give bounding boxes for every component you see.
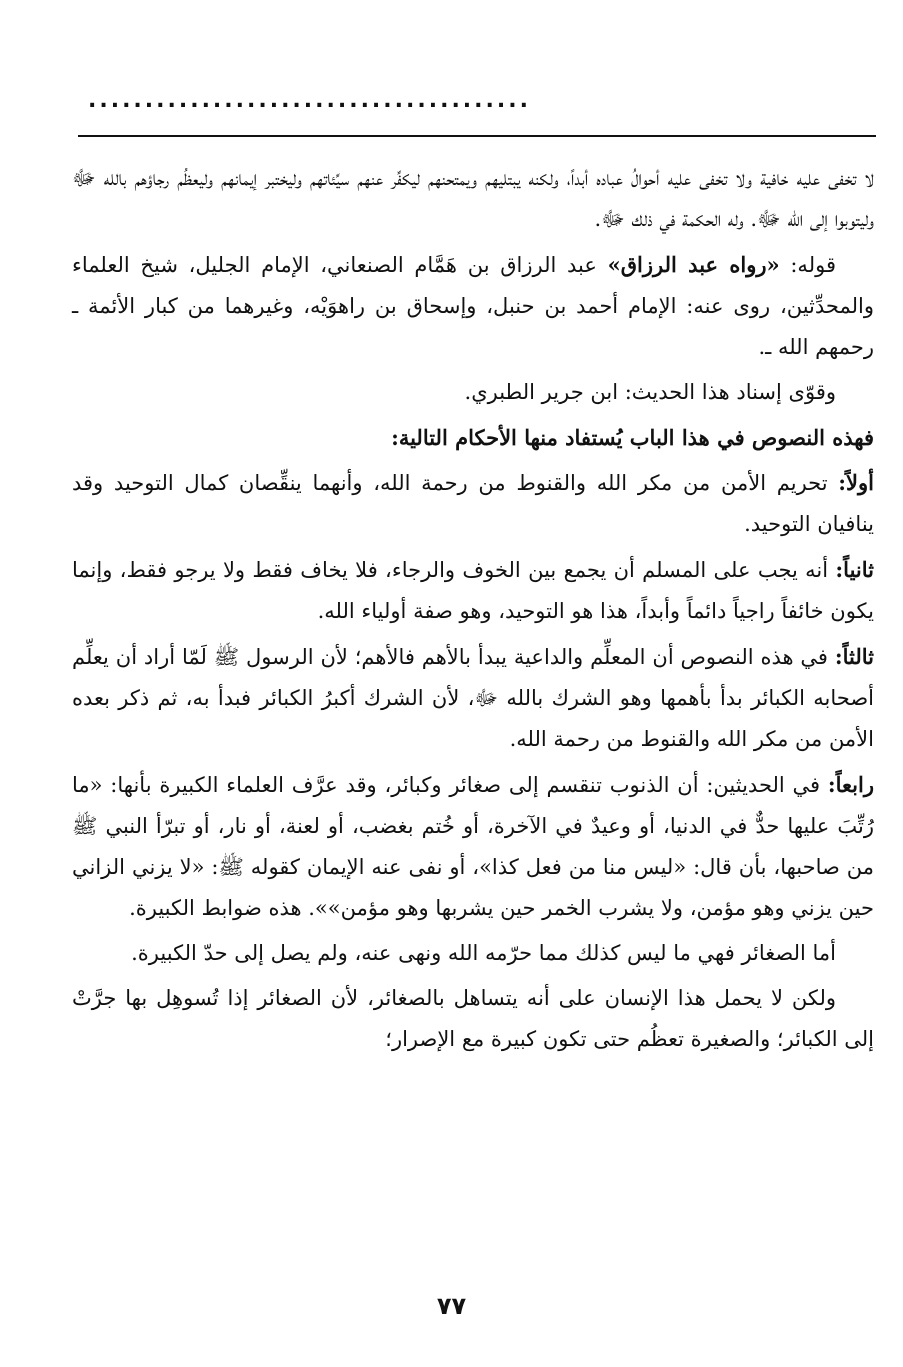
header-dotted-line: .......................................	[88, 88, 531, 113]
paragraph-2-text: عبد الرزاق بن هَمَّام الصنعاني، الإمام الجليل، شيخ العلماء والمحدِّثين، روى عنه: الإمام أحمد بن حنبل، وإسحاق بن راهوَيْه، وغيرهما من كبار الأئمة ـ رحمهم الله ـ.	[72, 253, 874, 359]
page-number: ٧٧	[436, 1292, 467, 1320]
paragraph-second-text: أنه يجب على المسلم أن يجمع بين الخوف والرجاء، فلا يخاف فقط ولا يرجو فقط، وإنما يكون خائفاً راجياً دائماً وأبداً، هذا هو التوحيد، وهو صفة أولياء الله.	[72, 558, 874, 623]
paragraph-first-text: تحريم الأمن من مكر الله والقنوط من رحمة الله، وأنهما ينقِّصان كمال التوحيد وقد ينافيان التوحيد.	[72, 471, 874, 536]
paragraph-fourth-text-b: هذه ضوابط الكبيرة.	[129, 896, 309, 920]
paragraph-first	[72, 462, 874, 545]
paragraph-fourth-quote: «ما رُتِّبَ عليها حدٌّ في الدنيا، أو وعيدٌ في الآخرة، أو خُتم بغضب، أو لعنة، أو نار، أو تبرّأ النبي ﷺ من صاحبها، بأن قال: «ليس منا من فعل كذا»، أو نفى عنه الإيمان كقوله ﷺ: «لا يزني الزاني حين يزني وهو مؤمن، ولا يشرب الخمر حين يشربها وهو مؤمن»».	[72, 773, 874, 920]
paragraph-third	[72, 636, 874, 760]
paragraph-second-lead: ثانياً:	[835, 557, 874, 582]
header-rule	[78, 135, 876, 137]
paragraph-closing: ولكن لا يحمل هذا الإنسان على أنه يتساهل بالصغائر، لأن الصغائر إذا تُسوهِل بها جرَّتْ إلى الكبائر؛ والصغيرة تعظُم حتى تكون كبيرة مع الإصرار؛	[72, 986, 874, 1051]
paragraph-third-lead: ثالثاً:	[834, 644, 874, 669]
paragraph-1: لا تخفى عليه خافية ولا تخفى عليه أحوالُ عباده أبداً، ولكنه يبتليهم ويمتحنهم ليكفِّر عنهم سيِّئاتهم وليختبر إيمانهم وليعظُم رجاؤهم بالله ﷻ وليتوبوا إلى الله ﷻ. وله الحكمة في ذلك ﷻ.	[72, 166, 874, 231]
paragraph-2-prefix: قوله:	[779, 253, 836, 277]
paragraph-fourth	[72, 764, 874, 929]
paragraph-second	[72, 549, 874, 632]
paragraph-third-text: في هذه النصوص أن المعلِّم والداعية يبدأ بالأهم فالأهم؛ لأن الرسول ﷺ لَمّا أراد أن يعلِّم أصحابه الكبائر بدأ بأهمها وهو الشرك بالله ﷻ، لأن الشرك أكبرُ الكبائر فبدأ به، ثم ذكر بعده الأمن من مكر الله والقنوط من رحمة الله.	[72, 645, 874, 751]
paragraph-fourth-text-a: في الحديثين: أن الذنوب تنقسم إلى صغائر وكبائر، وقد عرَّف العلماء الكبيرة بأنها:	[102, 773, 828, 797]
body-text	[72, 158, 874, 1060]
paragraph-2-quote: «رواه عبد الرزاق»	[607, 252, 780, 277]
paragraph-fourth-lead: رابعاً:	[827, 772, 874, 797]
section-heading: فهذه النصوص في هذا الباب يُستفاد منها الأحكام التالية:	[391, 425, 874, 450]
paragraph-3: وقوّى إسناد هذا الحديث: ابن جرير الطبري.	[464, 380, 836, 404]
paragraph-first-lead: أولاً:	[838, 470, 874, 495]
paragraph-minor-sins: أما الصغائر فهي ما ليس كذلك مما حرّمه الله ونهى عنه، ولم يصل إلى حدّ الكبيرة.	[131, 941, 836, 965]
paragraph-2	[72, 244, 874, 368]
